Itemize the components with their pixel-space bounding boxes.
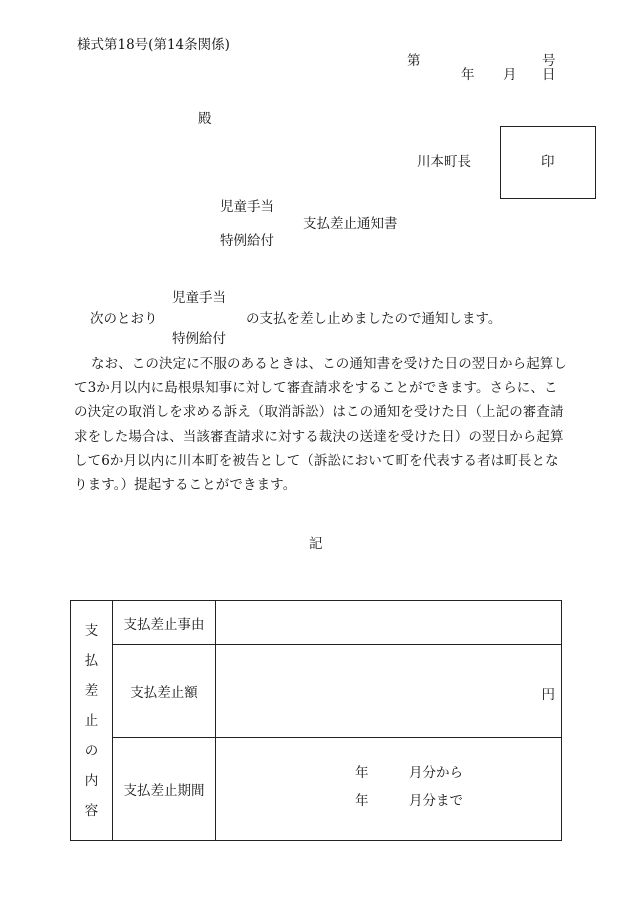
detail-table <box>70 600 562 841</box>
vertical-char: 容 <box>84 802 99 819</box>
vertical-char: 止 <box>84 712 99 729</box>
seal-mark: 印 <box>541 154 555 170</box>
intro-child-allowance: 児童手当 <box>172 290 226 306</box>
date-month: 月 <box>503 67 517 83</box>
note-heading: 記 <box>309 536 323 552</box>
period-from-month: 月分から <box>409 765 463 781</box>
vertical-char: 払 <box>84 652 99 669</box>
document-title: 支払差止通知書 <box>303 216 398 232</box>
reason-value <box>216 601 562 645</box>
table-row-amount <box>71 645 562 738</box>
period-label: 支払差止期間 <box>113 738 216 841</box>
amount-value <box>216 645 562 738</box>
table-row-period <box>71 738 562 841</box>
intro-statement: の支払を差し止めましたので通知します。 <box>246 311 502 327</box>
date-year: 年 <box>461 67 475 83</box>
amount-label: 支払差止額 <box>113 645 216 738</box>
period-value <box>216 738 562 841</box>
vertical-char: 差 <box>84 682 99 699</box>
period-from-year: 年 <box>355 765 369 781</box>
vertical-char: 内 <box>84 772 99 789</box>
table-row-reason <box>71 601 562 645</box>
intro-lead: 次のとおり <box>90 311 158 327</box>
intro-special-benefit: 特例給付 <box>172 331 226 347</box>
form-number: 様式第18号(第14条関係) <box>77 37 230 53</box>
reason-label: 支払差止事由 <box>113 601 216 645</box>
appeal-notice-paragraph: なお、この決定に不服のあるときは、この通知書を受けた日の翌日から起算して3か月以内に島根県知事に対して審査請求をすることができます。さらに、この決定の取消しを求める訴え（取消訴訟）はこの通知を受けた日（上記の審査請求をした場合は、当該審査請求に対する裁決の送達を受けた日）の翌日から起算して6か月以内に川本町を被告として（訴訟において町を代表する者は町長となります。）提起することができます。 <box>74 356 567 494</box>
amount-unit: 円 <box>541 687 555 703</box>
number-suffix: 号 <box>542 53 556 69</box>
period-to-month: 月分まで <box>409 793 463 809</box>
vertical-char: の <box>84 742 99 759</box>
recipient-honorific: 殿 <box>198 111 212 127</box>
date-day: 日 <box>542 67 556 83</box>
title-line-child-allowance: 児童手当 <box>220 199 274 215</box>
title-line-special-benefit: 特例給付 <box>220 233 274 249</box>
vertical-header <box>71 601 113 841</box>
sender-name: 川本町長 <box>417 154 471 170</box>
vertical-char: 支 <box>84 622 99 639</box>
number-prefix: 第 <box>407 53 421 69</box>
period-to-year: 年 <box>355 793 369 809</box>
